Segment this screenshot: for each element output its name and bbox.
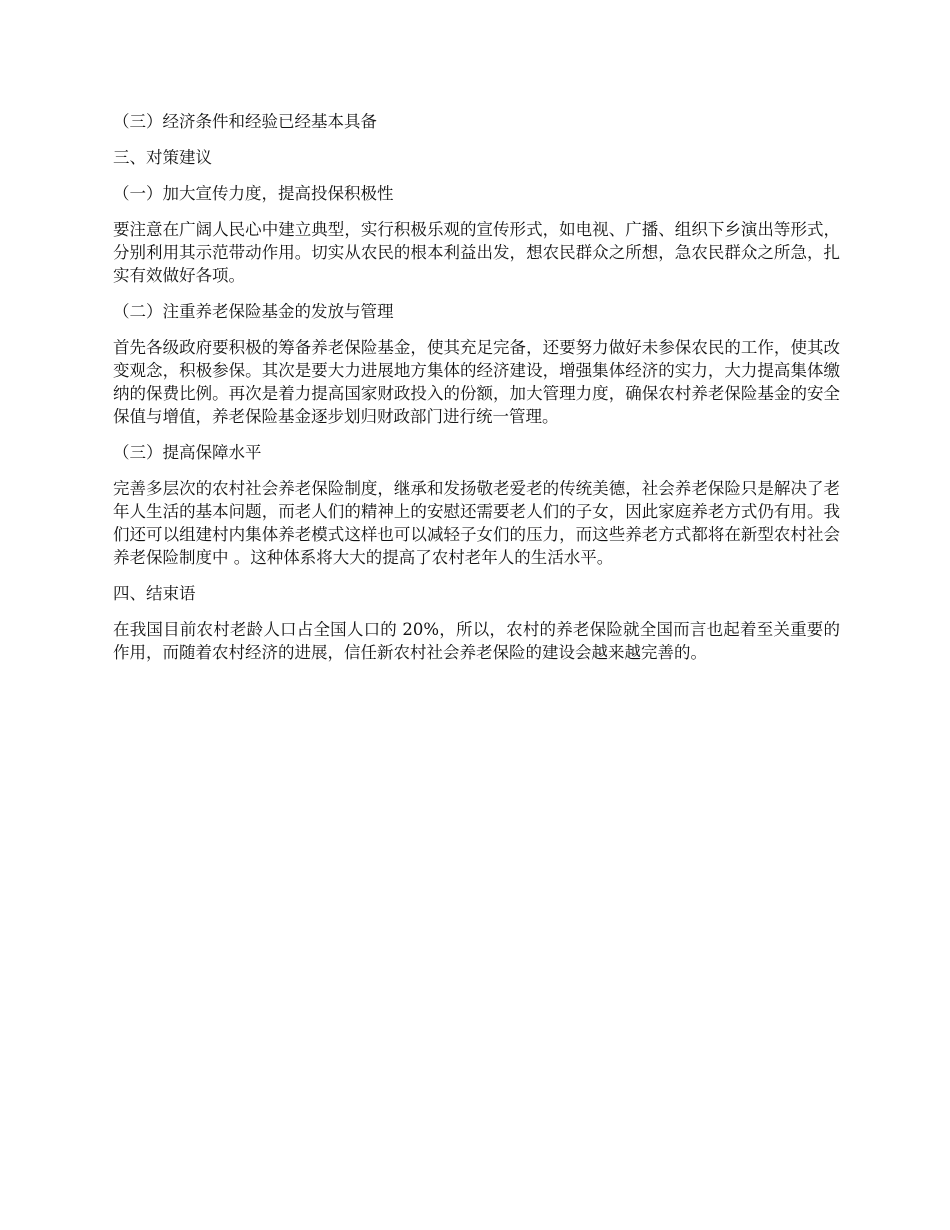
subsection-heading-security-level: （三）提高保障水平 [113,443,262,462]
paragraph-security-level: 完善多层次的农村社会养老保险制度，继承和发扬敬老爱老的传统美德，社会养老保险只是解决了老年人生活的基本问题，而老人们的精神上的安慰还需要老人们的子女，因此家庭养老方式仍有用。我们还可以组建村内集体养老模式这样也可以减轻子女们的压力，而这些养老方式都将在新型农村社会养老保险制度中 。这种体系将大大的提高了农村老年人的生活水平。 [113,479,840,567]
document-body [113,110,840,677]
paragraph-publicity: 要注意在广阔人民心中建立典型，实行积极乐观的宣传形式，如电视、广播、组织下乡演出等形式，分别利用其示范带动作用。切实从农民的根本利益出发，想农民群众之所想，急农民群众之所急，扎实有效做好各项。 [113,220,840,285]
subsection-heading-fund-management: （二）注重养老保险基金的发放与管理 [113,302,394,321]
paragraph-fund-management: 首先各级政府要积极的筹备养老保险基金，使其充足完备，还要努力做好未参保农民的工作，使其改变观念，积极参保。其次是要大力进展地方集体的经济建设，增强集体经济的实力，大力提高集体缴纳的保费比例。再次是着力提高国家财政投入的份额，加大管理力度，确保农村养老保险基金的安全保值与增值，养老保险基金逐步划归财政部门进行统一管理。 [113,338,840,426]
paragraph-conclusion: 在我国目前农村老龄人口占全国人口的 20%，所以，农村的养老保险就全国而言也起着至关重要的作用，而随着农村经济的进展，信任新农村社会养老保险的建设会越来越完善的。 [113,620,840,662]
section-heading-conclusion: 四、结束语 [113,584,196,603]
subsection-heading-publicity: （一）加大宣传力度，提高投保积极性 [113,184,394,203]
subsection-heading-economic-conditions: （三）经济条件和经验已经基本具备 [113,112,377,131]
section-heading-policy-suggestions: 三、对策建议 [113,148,212,167]
